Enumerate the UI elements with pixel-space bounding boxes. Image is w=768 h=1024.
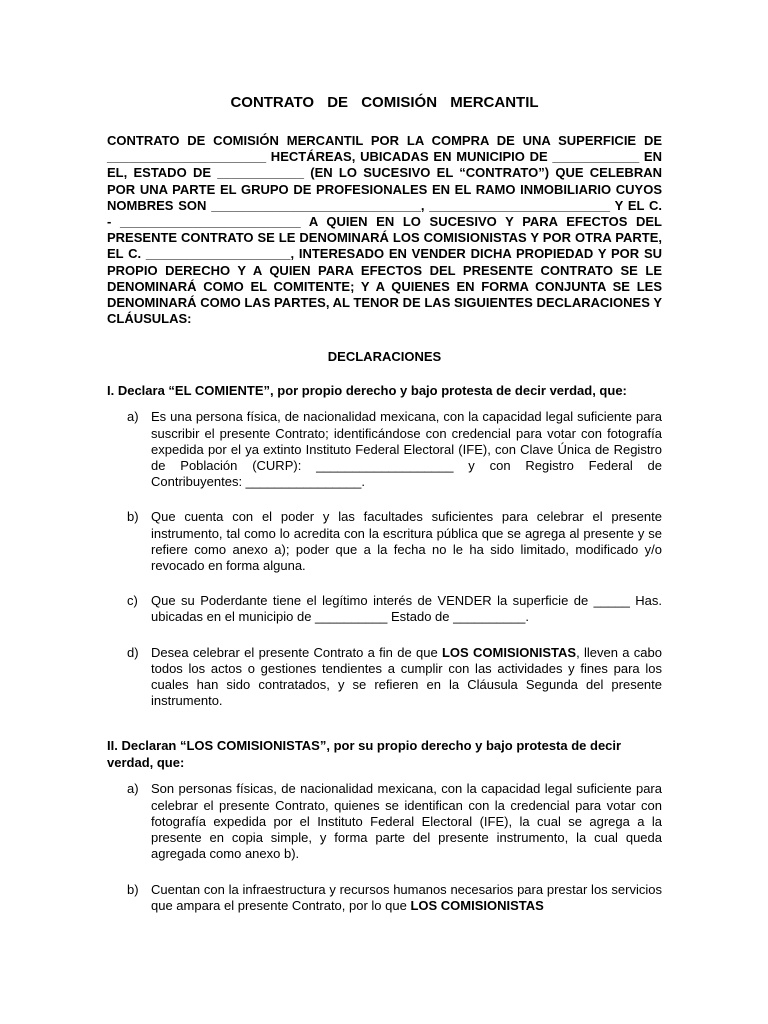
list-item-text: Cuentan con la infraestructura y recursos humanos necesarios para prestar los servicios que ampara el presente Contrato, por lo que LOS COMISIONISTAS (151, 881, 662, 913)
declaration-list-comitente (107, 409, 662, 709)
list-item (107, 593, 662, 625)
list-marker: b) (127, 881, 139, 897)
declaration-list-comisionistas (107, 781, 662, 913)
list-item (107, 882, 662, 914)
list-item-text: Son personas físicas, de nacionalidad mexicana, con la capacidad legal suficiente para celebrar el presente Contrato, quienes se identifican con la credencial para votar con fotografía expedida por el Instituto Federal Electoral (IFE), la cual se agrega a la presente en copia simple, y forma parte del presente instrumento, la cual queda agregada como anexo b). (151, 781, 662, 862)
list-item (107, 781, 662, 862)
list-item-text: Que cuenta con el poder y las facultades suficientes para celebrar el presente instrumento, tal como lo acredita con la escritura pública que se agrega al presente y se refiere como anexo a); poder que a la fecha no le ha sido limitado, modificado y/o revocado en forma alguna. (151, 509, 662, 574)
list-marker: a) (127, 781, 139, 797)
list-item (107, 509, 662, 574)
document-title: CONTRATO DE COMISIÓN MERCANTIL (230, 94, 539, 111)
contract-preamble: CONTRATO DE COMISIÓN MERCANTIL POR LA COMPRA DE UNA SUPERFICIE DE ______________________ HECTÁREAS, UBICADAS EN MUNICIPIO DE ____________ EN EL, ESTADO DE ____________ (EN LO SUCESIVO EL “CONTRATO”) QUE CELEBRAN POR UNA PARTE EL GRUPO DE PROFESIONALES EN EL RAMO INMOBILIARIO CUYOS NOMBRES SON _____________________________, _________________________ Y EL C. - _________________________ A QUIEN EN LO SUCESIVO Y PARA EFECTOS DEL PRESENTE CONTRATO SE LE DENOMINARÁ LOS COMISIONISTAS Y POR OTRA PARTE, EL C. ____________________, INTERESADO EN VENDER DICHA PROPIEDAD Y POR SU PROPIO DERECHO Y A QUIEN PARA EFECTOS DEL PRESENTE CONTRATO SE LE DENOMINARÁ COMO EL COMITENTE; Y A QUIENES EN FORMA CONJUNTA SE LES DENOMINARÁ COMO LAS PARTES, AL TENOR DE LAS SIGUIENTES DECLARACIONES Y CLÁUSULAS: (107, 133, 662, 327)
list-item (107, 645, 662, 710)
list-item-text: Que su Poderdante tiene el legítimo interés de VENDER la superficie de _____ Has. ubicadas en el municipio de __________ Estado de __________. (151, 593, 662, 625)
list-item-text: Desea celebrar el presente Contrato a fin de que LOS COMISIONISTAS, lleven a cabo todos los actos o gestiones tendientes a cumplir con las actividades y fines para los cuales han sido contratados, y se refieren en la Cláusula Segunda del presente instrumento. (151, 644, 662, 709)
declarations-title: DECLARACIONES (327, 349, 442, 365)
list-marker: c) (127, 593, 138, 609)
list-marker: a) (127, 409, 139, 425)
list-marker: d) (127, 644, 139, 660)
list-marker: b) (127, 509, 139, 525)
declaration-heading-comitente: I. Declara “EL COMIENTE”, por propio derecho y bajo protesta de decir verdad, que: (107, 383, 627, 399)
list-item (107, 409, 662, 490)
declaration-heading-comisionistas: II. Declaran “LOS COMISIONISTAS”, por su propio derecho y bajo protesta de decir verdad, que: (107, 738, 622, 771)
list-item-text: Es una persona física, de nacionalidad mexicana, con la capacidad legal suficiente para suscribir el presente Contrato; identificándose con credencial para votar con fotografía expedida por el ya extinto Instituto Federal Electoral (IFE), con Clave Única de Registro de Población (CURP): ___________________ y con Registro Federal de Contribuyentes: ________________. (151, 409, 662, 490)
